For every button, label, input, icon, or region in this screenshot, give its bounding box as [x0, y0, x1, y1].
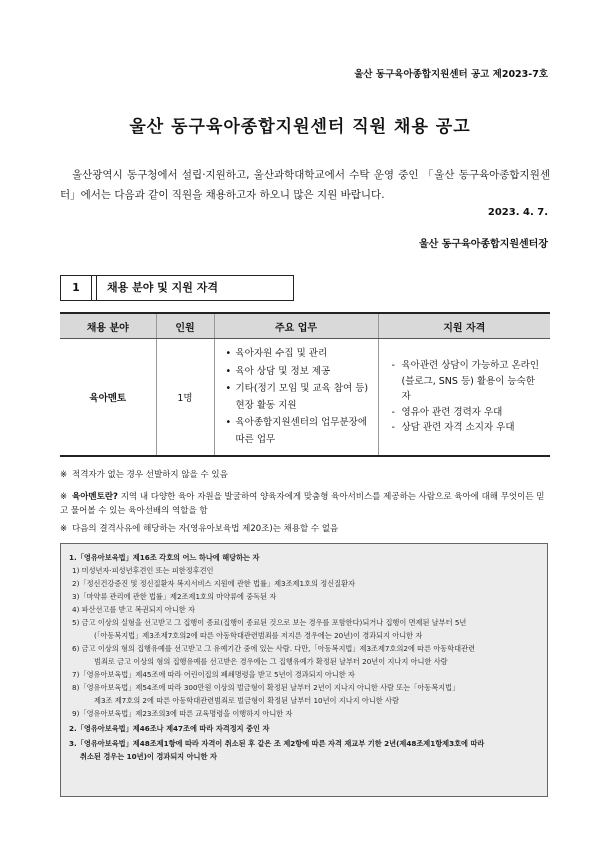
disq-item: 4) 파산선고를 받고 복권되지 아니한 자 — [72, 605, 195, 614]
qualification-item: - 영유아 관련 경력자 우대 — [392, 405, 542, 421]
disq-item: 6) 금고 이상의 형의 집행유예를 선고받고 그 유예기간 중에 있는 사람. 다만,「아동복지법」제3조제7호의2에 따른 아동학대관련 — [72, 644, 476, 653]
duty-item: • 육아 상담 및 정보 제공 — [226, 364, 369, 381]
duty-item: • 기타(정기 모임 및 교육 참여 등) 현장 활동 지원 — [226, 381, 369, 414]
disq-item: 1) 미성년자·피성년후견인 또는 피한정후견인 — [72, 566, 214, 575]
note-mark: ※ — [60, 470, 68, 480]
note-text: 다음의 결격사유에 해당하는 자(영유아보육법 제20조)는 채용할 수 없음 — [72, 524, 339, 534]
cell-count: 1명 — [156, 339, 214, 457]
note-text: 적격자가 없는 경우 선발하지 않을 수 있음 — [72, 470, 228, 480]
cell-field: 육아멘토 — [60, 339, 156, 457]
signature: 울산 동구육아종합지원센터장 — [418, 239, 548, 250]
note-mark: ※ — [60, 492, 68, 502]
disqualification-box — [60, 543, 548, 797]
intro-paragraph: 울산광역시 동구청에서 설립·지원하고, 울산과학대학교에서 수탁 운영 중인 「울산 동구육아종합지원센터」에서는 다음과 같이 직원을 채용하고자 하오니 많은 지원 바랍니다. — [60, 169, 550, 201]
recruitment-table — [60, 312, 550, 457]
note-text: 지역 내 다양한 육아 자원을 발굴하여 양육자에게 맞춤형 육아서비스를 제공하는 사람으로 육아에 대해 무엇이든 믿고 물어볼 수 있는 육아선배의 역할을 함 — [60, 492, 545, 516]
disq-item: 5) 금고 이상의 실형을 선고받고 그 집행이 종료(집행이 종료된 것으로 보는 경우를 포함한다)되거나 집행이 면제된 날부터 5년 — [72, 618, 467, 627]
table-header-row — [60, 313, 550, 339]
disq-item-continued: 범죄로 금고 이상의 형의 집행유예를 선고받은 경우에는 그 집행유예가 확정된 날부터 20년이 지나지 아니한 사람 — [94, 657, 448, 666]
note-mark: ※ — [60, 524, 68, 534]
section-title: 채용 분야 및 지원 자격 — [96, 276, 293, 300]
note-disqualification — [60, 522, 550, 536]
notice-number: 울산 동구육아종합지원센터 공고 제2023-7호 — [354, 69, 548, 80]
header-duties: 주요 업무 — [214, 313, 378, 339]
disq-heading: 1.「영유아보육법」제16조 각호의 어느 하나에 해당하는 자 — [69, 553, 260, 562]
page-title: 울산 동구육아종합지원센터 직원 채용 공고 — [129, 117, 471, 137]
cell-duties — [214, 339, 378, 457]
header-count: 인원 — [156, 313, 214, 339]
duty-item: • 육아종합지원센터의 업무분장에 따른 업무 — [226, 415, 369, 448]
disq-item: 2)「정신건강증진 및 정신질환자 복지서비스 지원에 관한 법률」제3조제1호의 정신질환자 — [72, 579, 355, 588]
note-mentor-definition — [60, 490, 550, 518]
duty-item: • 육아자원 수집 및 관리 — [226, 346, 369, 363]
disq-heading-continued: 취소된 경우는 10년)이 경과되지 아니한 자 — [80, 752, 217, 761]
header-field: 채용 분야 — [60, 313, 156, 339]
disq-item: 9)「영유아보육법」제23조의3에 따른 교육명령을 이행하지 아니한 자 — [72, 709, 293, 718]
disq-item: 3)「마약류 관리에 관한 법률」제2조제1호의 마약류에 중독된 자 — [72, 592, 277, 601]
note-bold-term: 육아멘토란? — [72, 492, 118, 502]
table-row — [60, 339, 550, 457]
section-number: 1 — [61, 276, 92, 300]
disq-item: 8)「영유아보육법」제54조에 따라 300만원 이상의 벌금형이 확정된 날부터 2년이 지나지 아니한 사람 또는「아동복지법」 — [72, 683, 460, 692]
qualification-item: - 상담 관련 자격 소지자 우대 — [392, 420, 542, 436]
disq-item-continued: (「아동복지법」제3조제7호의2에 따른 아동학대관련범죄를 저지른 경우에는 20년)이 경과되지 아니한 자 — [94, 631, 423, 640]
notice-date: 2023. 4. 7. — [487, 207, 548, 218]
disq-item: 7)「영유아보육법」제45조에 따라 어린이집의 폐쇄명령을 받고 5년이 경과되지 아니한 자 — [72, 670, 355, 679]
disq-item-continued: 제3조 제7호의 2에 따른 아동학대관련범죄로 벌금형이 확정된 날부터 10년이 지나지 아니한 사람 — [94, 696, 399, 705]
note-no-candidate — [60, 468, 550, 482]
qualification-item: - 육아관련 상담이 가능하고 온라인(블로그, SNS 등) 활용이 능숙한 자 — [392, 358, 542, 405]
disq-heading: 3.「영유아보육법」제48조제1항에 따라 자격이 취소된 후 같은 조 제2항에 따른 자격 재교부 기한 2년(제48조제1항제3호에 따라 — [69, 739, 485, 748]
section-heading — [60, 275, 294, 301]
header-qualifications: 지원 자격 — [378, 313, 550, 339]
disq-heading: 2.「영유아보육법」제46조나 제47조에 따라 자격정지 중인 자 — [69, 724, 270, 733]
cell-qualifications — [378, 339, 550, 457]
